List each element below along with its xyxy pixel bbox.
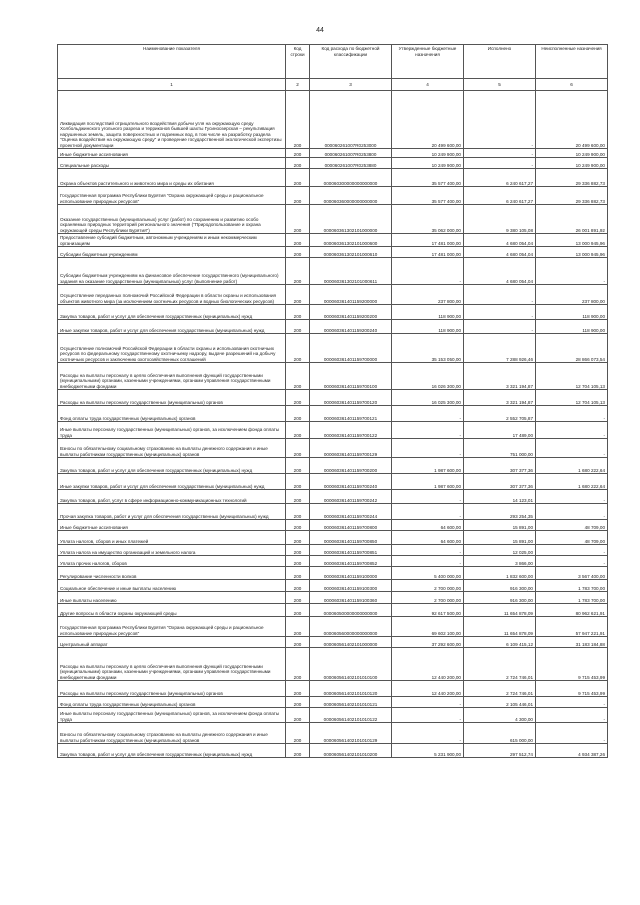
column-number: 1	[58, 79, 286, 91]
unexecuted-amount: 1 783 700,00	[536, 580, 608, 592]
column-number: 5	[464, 79, 536, 91]
unexecuted-amount: -	[536, 723, 608, 744]
table-row	[58, 187, 608, 205]
table-row	[58, 490, 608, 504]
executed-amount: 11 654 878,09	[464, 617, 536, 637]
row-name: Оказание государственных (муниципальных) услуг (работ) по сохранению и развитию особо охраняемых природных территорий регионального значения ("Природопользование и охрана окружающей среды Республики Бурятия")	[58, 205, 286, 234]
unexecuted-amount: 80 962 621,91	[536, 604, 608, 617]
table-row	[58, 744, 608, 758]
row-code: 200	[286, 697, 310, 708]
budget-code: 000060361302101000600	[310, 234, 392, 247]
row-code: 200	[286, 648, 310, 681]
budget-code: 000060361401159700200	[310, 458, 392, 474]
unexecuted-amount: 28 866 073,54	[536, 334, 608, 363]
budget-code: 000060561402101000000	[310, 637, 392, 648]
row-name: Ликвидация последствий отрицательного воздействия добычи угля на окружающую среду Холбольджинского угольного разреза и терриконов бывшей шахты Гусиноозерская – рекультивация нарушенных земель, защита поверхностных и подземных вод, в том числе на разработку раздела "Оценка воздействия на окружающую среду" и проведение государственной экологической экспертизы проектной документации	[58, 91, 286, 149]
approved-amount: 17 481 000,00	[392, 234, 464, 247]
row-code: 200	[286, 556, 310, 567]
executed-amount: 751 000,00	[464, 439, 536, 458]
budget-code: 000060361401159700850	[310, 531, 392, 545]
budget-code: 000060361401159100000	[310, 567, 392, 580]
row-name: Закупка товаров, работ, услуг в сфере информационно-коммуникационных технологий	[58, 490, 286, 504]
row-code: 200	[286, 406, 310, 422]
executed-amount: 15 891,00	[464, 531, 536, 545]
approved-amount: 17 481 000,00	[392, 247, 464, 258]
executed-amount: 916 300,00	[464, 580, 536, 592]
unexecuted-amount: 26 001 891,92	[536, 205, 608, 234]
column-number: 4	[392, 79, 464, 91]
executed-amount: 6 240 617,27	[464, 169, 536, 187]
row-code: 200	[286, 531, 310, 545]
table-row	[58, 320, 608, 334]
column-number: 3	[310, 79, 392, 91]
executed-amount: 916 300,00	[464, 592, 536, 604]
approved-amount: 5 400 000,00	[392, 567, 464, 580]
unexecuted-amount: 118 900,00	[536, 305, 608, 320]
table-row	[58, 504, 608, 520]
approved-amount: 16 025 300,00	[392, 390, 464, 406]
column-number-row	[58, 79, 608, 91]
executed-amount: -	[464, 149, 536, 158]
approved-amount: 35 577 400,00	[392, 169, 464, 187]
approved-amount: -	[392, 723, 464, 744]
budget-code: 000060561402101010122	[310, 708, 392, 723]
row-code: 200	[286, 744, 310, 758]
row-code: 200	[286, 723, 310, 744]
table-row	[58, 406, 608, 422]
unexecuted-amount: -	[536, 490, 608, 504]
budget-code: 000060361401159700242	[310, 490, 392, 504]
unexecuted-amount: -	[536, 439, 608, 458]
unexecuted-amount: 12 704 105,13	[536, 363, 608, 390]
unexecuted-amount: 10 249 900,00	[536, 158, 608, 169]
executed-amount: 307 377,36	[464, 474, 536, 490]
executed-amount: 2 724 746,01	[464, 681, 536, 697]
executed-amount: 2 552 705,87	[464, 406, 536, 422]
table-row	[58, 520, 608, 531]
unexecuted-amount: -	[536, 556, 608, 567]
unexecuted-amount: 48 709,00	[536, 531, 608, 545]
unexecuted-amount: 29 336 882,73	[536, 187, 608, 205]
executed-amount: -	[464, 320, 536, 334]
row-name: Государственная программа Республики Бурятия "Охрана окружающей среды и рациональное использование природных ресурсов"	[58, 187, 286, 205]
approved-amount: 37 292 600,00	[392, 637, 464, 648]
row-name: Уплата налогов, сборов и иных платежей	[58, 531, 286, 545]
approved-amount: 10 249 900,00	[392, 158, 464, 169]
approved-amount: 237 800,00	[392, 285, 464, 305]
budget-code: 000060561402101010200	[310, 744, 392, 758]
table-row	[58, 305, 608, 320]
row-code: 200	[286, 504, 310, 520]
approved-amount: 12 440 200,00	[392, 681, 464, 697]
executed-amount: 4 680 054,04	[464, 258, 536, 285]
row-name: Социальное обеспечение и иные выплаты населению	[58, 580, 286, 592]
table-row	[58, 234, 608, 247]
row-name: Иные бюджетные ассигнования	[58, 520, 286, 531]
unexecuted-amount: 1 680 222,64	[536, 458, 608, 474]
row-name: Взносы по обязательному социальному страхованию на выплаты денежного содержания и иные выплаты работникам государственных (муниципальных) органов	[58, 723, 286, 744]
row-code: 200	[286, 604, 310, 617]
unexecuted-amount: 57 947 221,91	[536, 617, 608, 637]
column-number: 2	[286, 79, 310, 91]
row-code: 200	[286, 439, 310, 458]
header-name: Наименование показателя	[58, 45, 286, 79]
executed-amount: -	[464, 285, 536, 305]
header-unexecuted: Неисполненные назначения	[536, 45, 608, 79]
approved-amount: -	[392, 406, 464, 422]
row-name: Государственная программа Республики Бурятия "Охрана окружающей среды и рациональное использование природных ресурсов"	[58, 617, 286, 637]
budget-code: 000060361401159200240	[310, 320, 392, 334]
budget-code: 000060261007R0253800	[310, 149, 392, 158]
unexecuted-amount: 1 680 222,64	[536, 474, 608, 490]
unexecuted-amount: -	[536, 258, 608, 285]
unexecuted-amount: -	[536, 708, 608, 723]
budget-code: 000060560000000000000	[310, 617, 392, 637]
executed-amount: 4 680 054,04	[464, 234, 536, 247]
executed-amount: -	[464, 91, 536, 149]
unexecuted-amount: 48 709,00	[536, 520, 608, 531]
row-code: 200	[286, 458, 310, 474]
table-row	[58, 592, 608, 604]
table-row	[58, 439, 608, 458]
table-row	[58, 556, 608, 567]
table-row	[58, 545, 608, 556]
approved-amount: 10 249 900,00	[392, 149, 464, 158]
table-row	[58, 723, 608, 744]
executed-amount: 11 654 878,09	[464, 604, 536, 617]
approved-amount: -	[392, 556, 464, 567]
unexecuted-amount: -	[536, 406, 608, 422]
row-code: 200	[286, 205, 310, 234]
table-row	[58, 149, 608, 158]
executed-amount: -	[464, 158, 536, 169]
executed-amount: 2 724 746,01	[464, 648, 536, 681]
row-name: Прочая закупка товаров, работ и услуг для обеспечения государственных (муниципальных) нужд	[58, 504, 286, 520]
row-code: 200	[286, 422, 310, 439]
row-name: Расходы на выплаты персоналу в целях обеспечения выполнения функций государственными (муниципальными) органами, казенными учреждениями, органами управления государственными внебюджетными фондами	[58, 648, 286, 681]
header-executed: Исполнено	[464, 45, 536, 79]
row-code: 200	[286, 390, 310, 406]
row-name: Иные закупки товаров, работ и услуг для обеспечения государственных (муниципальных) нужд	[58, 474, 286, 490]
unexecuted-amount: 10 249 900,00	[536, 149, 608, 158]
row-name: Закупка товаров, работ и услуг для обеспечения государственных (муниципальных) нужд	[58, 458, 286, 474]
approved-amount: -	[392, 697, 464, 708]
row-code: 200	[286, 334, 310, 363]
approved-amount: 1 987 600,00	[392, 474, 464, 490]
budget-code: 000060361401159700852	[310, 556, 392, 567]
executed-amount: 297 512,74	[464, 744, 536, 758]
budget-code: 000060561402101010120	[310, 681, 392, 697]
column-number: 6	[536, 79, 608, 91]
row-code: 200	[286, 637, 310, 648]
executed-amount: 6 240 617,27	[464, 187, 536, 205]
budget-code: 000060361401159700100	[310, 363, 392, 390]
approved-amount: 69 602 100,00	[392, 617, 464, 637]
approved-amount: 64 600,00	[392, 531, 464, 545]
executed-amount: 3 321 194,87	[464, 363, 536, 390]
executed-amount: 307 377,36	[464, 458, 536, 474]
executed-amount: -	[464, 305, 536, 320]
row-code: 200	[286, 158, 310, 169]
unexecuted-amount: 3 567 400,00	[536, 567, 608, 580]
budget-code: 000060361401159700800	[310, 520, 392, 531]
row-code: 200	[286, 363, 310, 390]
header-approved: Утвержденные бюджетные назначения	[392, 45, 464, 79]
row-code: 200	[286, 320, 310, 334]
budget-code: 000060361401159700121	[310, 406, 392, 422]
table-row	[58, 697, 608, 708]
row-name: Взносы по обязательному социальному страхованию на выплаты денежного содержания и иные выплаты работникам государственных (муниципальных) органов	[58, 439, 286, 458]
row-name: Иные выплаты населению	[58, 592, 286, 604]
row-code: 200	[286, 474, 310, 490]
row-code: 200	[286, 681, 310, 697]
executed-amount: 3 866,00	[464, 556, 536, 567]
table-row	[58, 580, 608, 592]
unexecuted-amount: 20 499 600,00	[536, 91, 608, 149]
approved-amount: -	[392, 504, 464, 520]
table-row	[58, 531, 608, 545]
row-code: 200	[286, 305, 310, 320]
row-name: Фонд оплаты труда государственных (муниципальных) органов	[58, 406, 286, 422]
budget-code: 000060360000000000000	[310, 187, 392, 205]
table-row	[58, 422, 608, 439]
table-row	[58, 458, 608, 474]
approved-amount: 92 617 500,00	[392, 604, 464, 617]
row-name: Предоставление субсидий бюджетным, автономным учреждениям и иным некоммерческим организациям	[58, 234, 286, 247]
table-row	[58, 637, 608, 648]
unexecuted-amount: 13 000 945,96	[536, 247, 608, 258]
row-name: Расходы на выплаты персоналу в целях обеспечения выполнения функций государственными (муниципальными) органами, казенными учреждениями, органами управления государственными внебюджетными фондами	[58, 363, 286, 390]
unexecuted-amount: 4 934 387,26	[536, 744, 608, 758]
row-name: Уплата прочих налогов, сборов	[58, 556, 286, 567]
row-name: Иные выплаты персоналу государственных (муниципальных) органов, за исключением фонда оплаты труда	[58, 708, 286, 723]
row-name: Центральный аппарат	[58, 637, 286, 648]
approved-amount: 2 700 000,00	[392, 580, 464, 592]
approved-amount: -	[392, 258, 464, 285]
row-name: Другие вопросы в области охраны окружающей среды	[58, 604, 286, 617]
row-code: 200	[286, 149, 310, 158]
row-code: 200	[286, 545, 310, 556]
budget-code: 000060361401159100300	[310, 580, 392, 592]
unexecuted-amount: 9 715 453,99	[536, 648, 608, 681]
row-code: 200	[286, 247, 310, 258]
row-code: 200	[286, 91, 310, 149]
page-number: 44	[316, 27, 324, 34]
budget-code: 000060561402101010121	[310, 697, 392, 708]
unexecuted-amount: 29 336 882,73	[536, 169, 608, 187]
budget-code: 000060361302101000000	[310, 205, 392, 234]
approved-amount: 118 900,00	[392, 305, 464, 320]
table-row	[58, 617, 608, 637]
executed-amount: 3 321 194,87	[464, 390, 536, 406]
unexecuted-amount: 31 183 184,88	[536, 637, 608, 648]
row-code: 200	[286, 187, 310, 205]
approved-amount: 1 987 600,00	[392, 458, 464, 474]
header-row-code: Код строки	[286, 45, 310, 79]
approved-amount: -	[392, 708, 464, 723]
row-name: Охрана объектов растительного и животного мира и среды их обитания	[58, 169, 286, 187]
approved-amount: 64 600,00	[392, 520, 464, 531]
table-row	[58, 390, 608, 406]
table-row	[58, 258, 608, 285]
budget-code: 000060561402101010100	[310, 648, 392, 681]
executed-amount: 615 000,00	[464, 723, 536, 744]
unexecuted-amount: -	[536, 697, 608, 708]
budget-code: 000060361401159700240	[310, 474, 392, 490]
table-header	[58, 45, 608, 91]
executed-amount: 12 025,00	[464, 545, 536, 556]
header-budget-code: Код расхода по бюджетной классификации	[310, 45, 392, 79]
executed-amount: 293 254,35	[464, 504, 536, 520]
budget-code: 000060361401159700122	[310, 422, 392, 439]
table-row	[58, 91, 608, 149]
unexecuted-amount: 12 704 105,13	[536, 390, 608, 406]
unexecuted-amount: 118 900,00	[536, 320, 608, 334]
budget-code: 000060361401159700129	[310, 439, 392, 458]
row-name: Уплата налога на имущество организаций и земельного налога	[58, 545, 286, 556]
budget-code: 000060361302101000610	[310, 247, 392, 258]
budget-code: 000060361401159700851	[310, 545, 392, 556]
budget-code: 000060500000000000000	[310, 604, 392, 617]
executed-amount: 9 380 105,08	[464, 205, 536, 234]
table-row	[58, 604, 608, 617]
row-name: Фонд оплаты труда государственных (муниципальных) органов	[58, 697, 286, 708]
row-name: Субсидии бюджетным учреждениям	[58, 247, 286, 258]
budget-code: 000060361401159700244	[310, 504, 392, 520]
budget-code: 000060361401159100360	[310, 592, 392, 604]
budget-code: 000060361401159700000	[310, 334, 392, 363]
budget-code: 000060561402101010129	[310, 723, 392, 744]
approved-amount: 2 700 000,00	[392, 592, 464, 604]
row-name: Специальные расходы	[58, 158, 286, 169]
table-row	[58, 363, 608, 390]
table-row	[58, 648, 608, 681]
executed-amount: 15 891,00	[464, 520, 536, 531]
budget-code: 000060261007R0253000	[310, 91, 392, 149]
row-code: 200	[286, 234, 310, 247]
table-row	[58, 334, 608, 363]
unexecuted-amount: -	[536, 504, 608, 520]
budget-code: 000060300000000000000	[310, 169, 392, 187]
approved-amount: 20 499 600,00	[392, 91, 464, 149]
row-name: Осуществление полномочий Российской Федерации в области охраны и использования охотничьих ресурсов по федеральному государственному охотничьему надзору, выдаче разрешений на добычу охотничьих ресурсов и заключению охотхозяйственных соглашений	[58, 334, 286, 363]
table-row	[58, 247, 608, 258]
row-code: 200	[286, 708, 310, 723]
executed-amount: 4 300,00	[464, 708, 536, 723]
approved-amount: 118 900,00	[392, 320, 464, 334]
table-row	[58, 681, 608, 697]
row-code: 200	[286, 285, 310, 305]
approved-amount: 35 062 000,00	[392, 205, 464, 234]
row-name: Осуществление переданных полномочий Российской Федерации в области охраны и использования объектов животного мира (за исключением охотничьих ресурсов и водных биологических ресурсов)	[58, 285, 286, 305]
executed-amount: 2 105 446,01	[464, 697, 536, 708]
approved-amount: 12 440 200,00	[392, 648, 464, 681]
executed-amount: 6 109 415,12	[464, 637, 536, 648]
executed-amount: 7 288 926,46	[464, 334, 536, 363]
row-name: Закупка товаров, работ и услуг для обеспечения государственных (муниципальных) нужд	[58, 305, 286, 320]
budget-execution-table	[57, 44, 608, 758]
table-row	[58, 205, 608, 234]
row-code: 200	[286, 580, 310, 592]
row-code: 200	[286, 490, 310, 504]
row-name: Регулирование численности волков	[58, 567, 286, 580]
table-row	[58, 708, 608, 723]
approved-amount: -	[392, 545, 464, 556]
unexecuted-amount: -	[536, 422, 608, 439]
approved-amount: 5 231 900,00	[392, 744, 464, 758]
table-row	[58, 474, 608, 490]
row-name: Иные закупки товаров, работ и услуг для обеспечения государственных (муниципальных) нужд	[58, 320, 286, 334]
executed-amount: 17 489,00	[464, 422, 536, 439]
budget-code: 000060361401159200000	[310, 285, 392, 305]
unexecuted-amount: 1 783 700,00	[536, 592, 608, 604]
unexecuted-amount: 9 715 453,99	[536, 681, 608, 697]
approved-amount: 35 153 050,00	[392, 334, 464, 363]
row-name: Закупка товаров, работ и услуг для обеспечения государственных (муниципальных) нужд	[58, 744, 286, 758]
executed-amount: 14 123,01	[464, 490, 536, 504]
row-code: 200	[286, 592, 310, 604]
unexecuted-amount: 237 800,00	[536, 285, 608, 305]
approved-amount: 16 026 300,00	[392, 363, 464, 390]
row-name: Расходы на выплаты персоналу государственных (муниципальных) органов	[58, 390, 286, 406]
table-row	[58, 169, 608, 187]
row-name: Расходы на выплаты персоналу государственных (муниципальных) органов	[58, 681, 286, 697]
unexecuted-amount: 13 000 945,96	[536, 234, 608, 247]
executed-amount: 4 680 054,04	[464, 247, 536, 258]
approved-amount: 35 577 400,00	[392, 187, 464, 205]
table-row	[58, 567, 608, 580]
row-code: 200	[286, 567, 310, 580]
unexecuted-amount: -	[536, 545, 608, 556]
row-code: 200	[286, 520, 310, 531]
row-name: Субсидии бюджетным учреждениям на финансовое обеспечение государственного (муниципального) задания на оказание государственных (муниципальных) услуг (выполнение работ)	[58, 258, 286, 285]
table-row	[58, 285, 608, 305]
approved-amount: -	[392, 422, 464, 439]
approved-amount: -	[392, 439, 464, 458]
budget-code: 000060361302101000611	[310, 258, 392, 285]
budget-code: 000060261007R0253880	[310, 158, 392, 169]
row-name: Иные выплаты персоналу государственных (муниципальных) органов, за исключением фонда оплаты труда	[58, 422, 286, 439]
table-row	[58, 158, 608, 169]
table-body	[58, 91, 608, 758]
budget-code: 000060361401159700120	[310, 390, 392, 406]
row-code: 200	[286, 617, 310, 637]
row-code: 200	[286, 258, 310, 285]
executed-amount: 1 832 600,00	[464, 567, 536, 580]
row-name: Иные бюджетные ассигнования	[58, 149, 286, 158]
approved-amount: -	[392, 490, 464, 504]
row-code: 200	[286, 169, 310, 187]
budget-code: 000060361401159200200	[310, 305, 392, 320]
